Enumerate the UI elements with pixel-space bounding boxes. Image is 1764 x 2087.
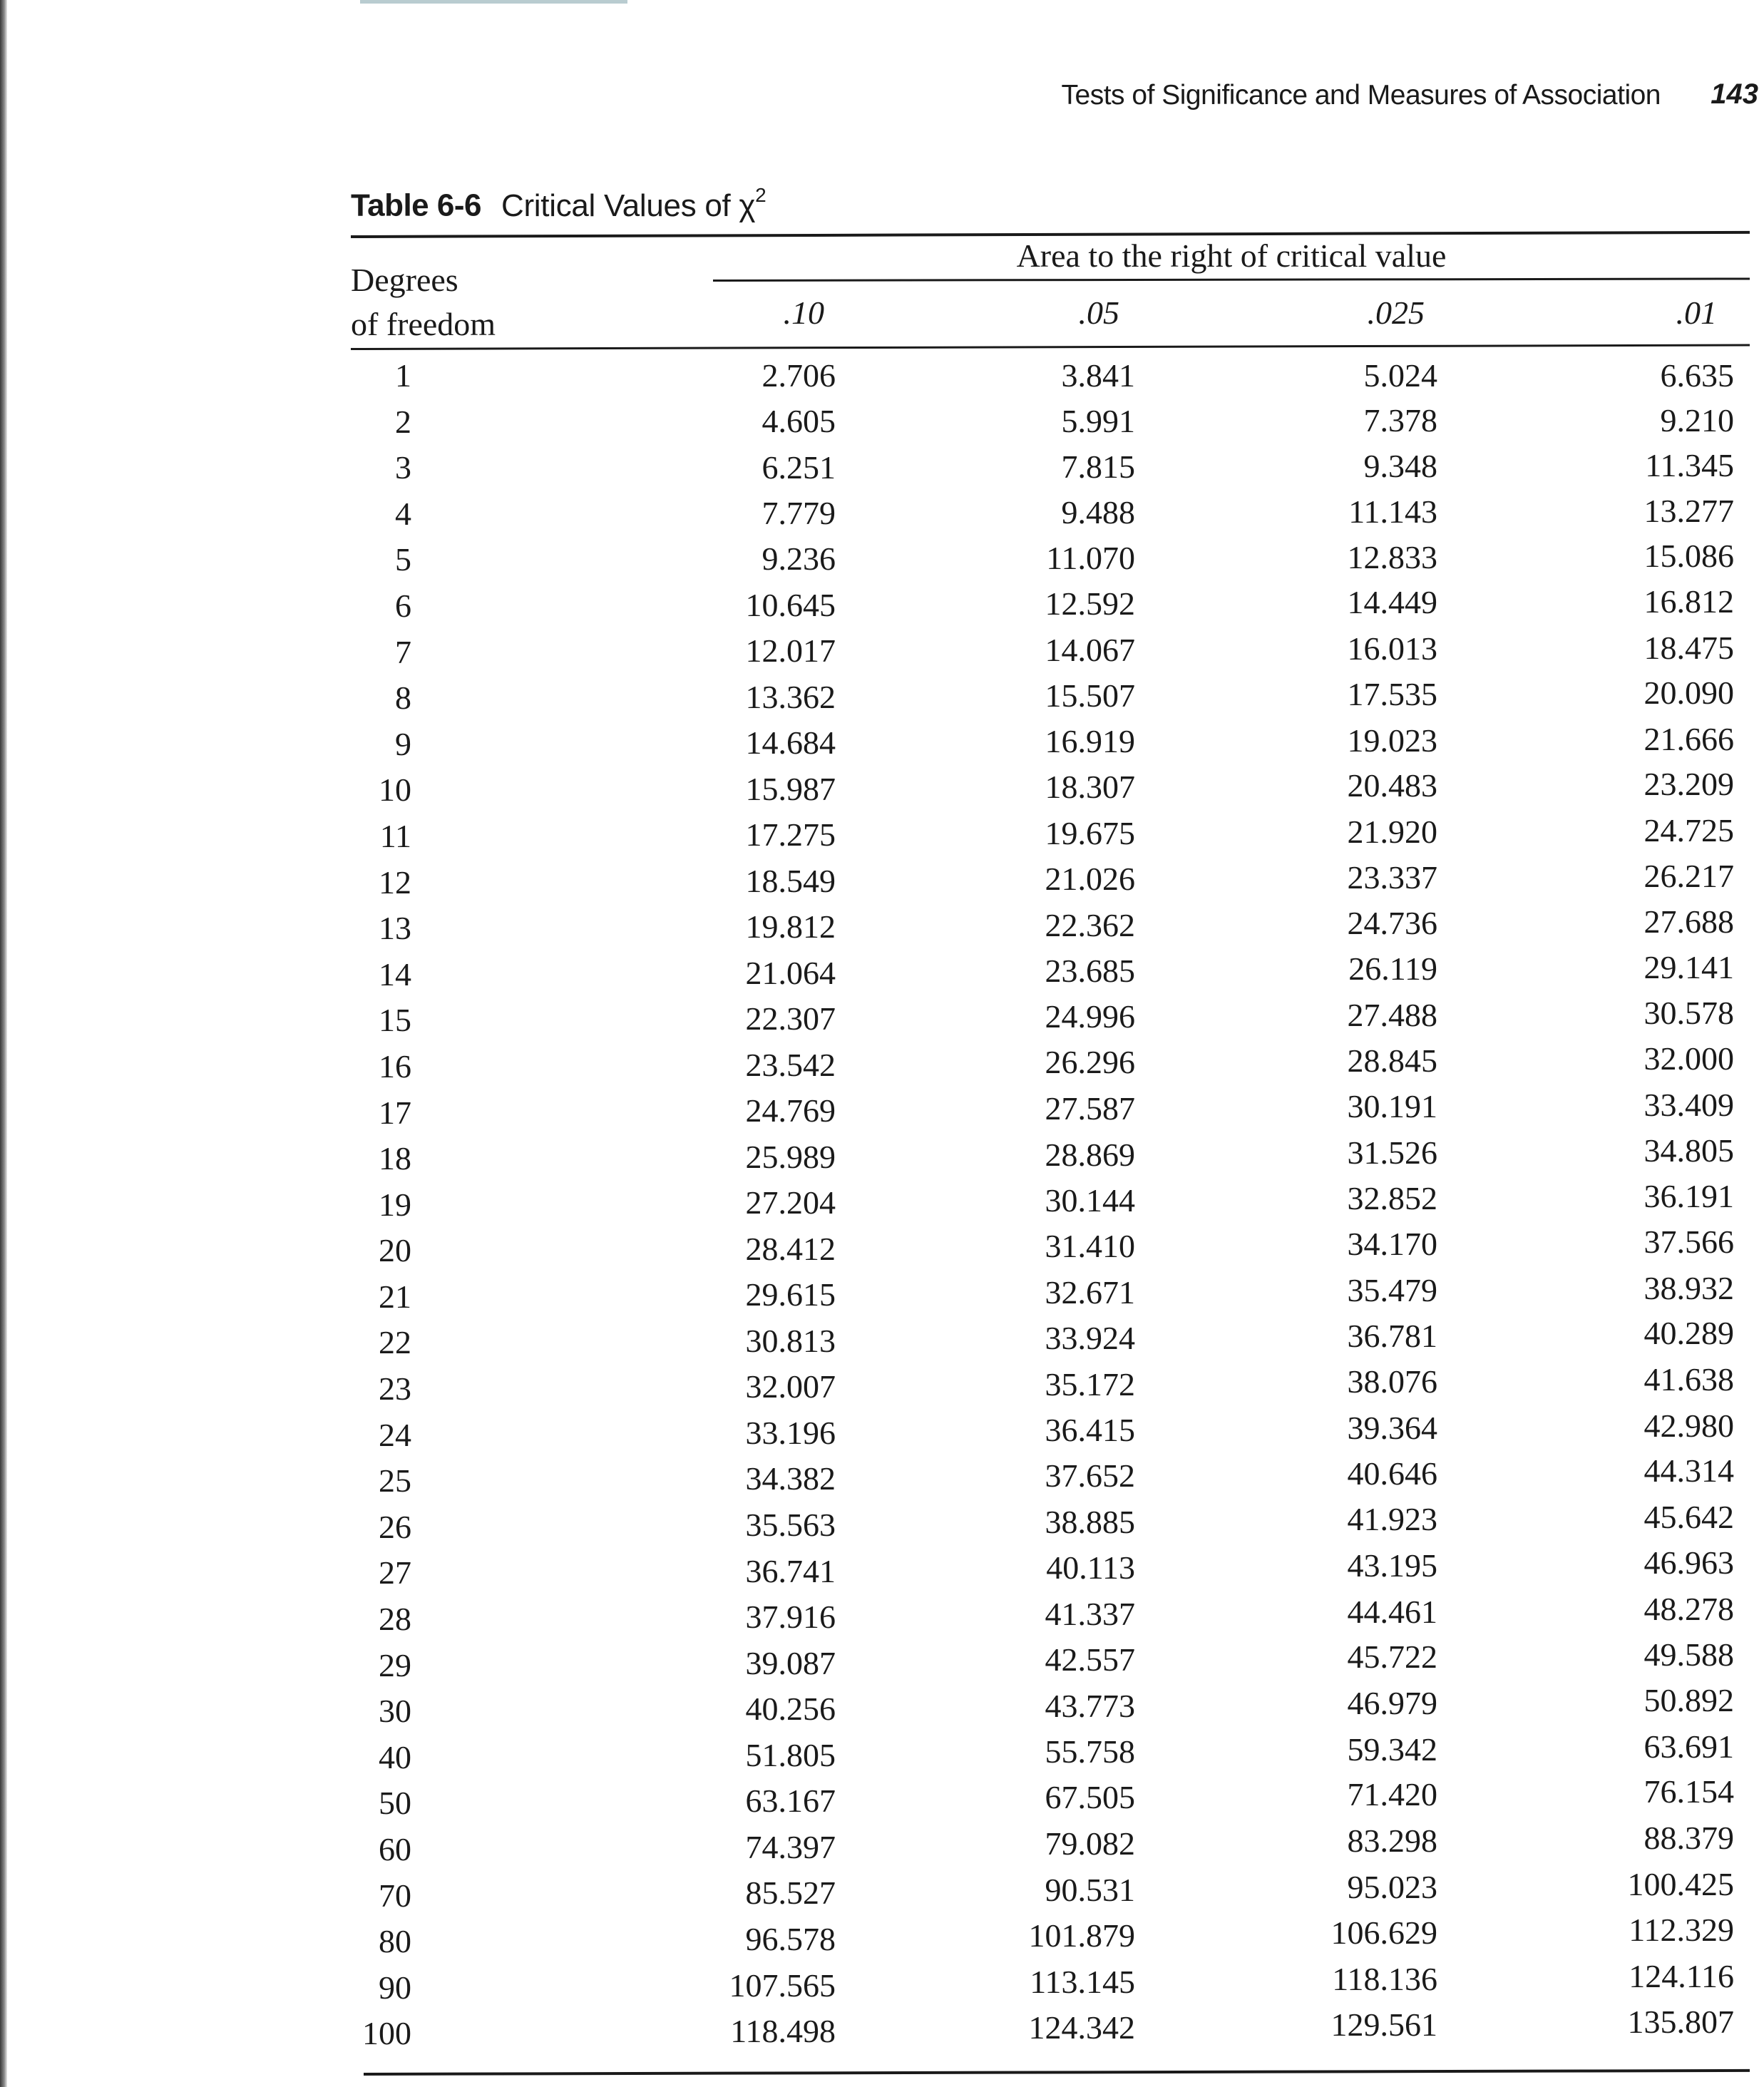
critical-value-cell: 13.362 bbox=[745, 678, 836, 715]
critical-value-cell: 37.916 bbox=[745, 1599, 836, 1636]
degrees-of-freedom-cell: 19 bbox=[379, 1186, 411, 1223]
critical-value-cell: 35.563 bbox=[745, 1507, 836, 1544]
table-caption bbox=[351, 184, 766, 224]
critical-value-cell: 11.143 bbox=[1348, 493, 1437, 530]
critical-value-cell: 41.337 bbox=[1045, 1596, 1135, 1633]
critical-value-cell: 18.307 bbox=[1045, 769, 1135, 806]
critical-value-cell: 113.145 bbox=[1030, 1963, 1135, 2000]
critical-value-cell: 6.251 bbox=[762, 448, 836, 486]
degrees-of-freedom-cell: 18 bbox=[379, 1140, 411, 1177]
column-header-010: .10 bbox=[783, 294, 824, 331]
critical-value-cell: 42.557 bbox=[1045, 1641, 1135, 1678]
degrees-of-freedom-cell: 4 bbox=[395, 495, 411, 532]
page-edge-shadow bbox=[0, 0, 7, 2087]
critical-value-cell: 40.113 bbox=[1046, 1549, 1135, 1586]
table-row bbox=[351, 1040, 1750, 1094]
table-row bbox=[351, 2004, 1750, 2061]
degrees-of-freedom-cell: 25 bbox=[379, 1462, 411, 1499]
table-row bbox=[351, 1224, 1750, 1278]
column-header-0025: .025 bbox=[1367, 294, 1425, 331]
critical-value-cell: 38.932 bbox=[1644, 1269, 1734, 1306]
critical-value-cell: 16.812 bbox=[1644, 583, 1734, 620]
table-label: Table 6-6 bbox=[351, 188, 481, 223]
degrees-of-freedom-cell: 60 bbox=[379, 1831, 411, 1867]
table-row bbox=[351, 1682, 1750, 1738]
critical-value-cell: 85.527 bbox=[745, 1875, 836, 1912]
degrees-of-freedom-cell: 80 bbox=[379, 1923, 411, 1960]
critical-value-cell: 27.688 bbox=[1644, 903, 1734, 940]
critical-value-cell: 45.722 bbox=[1347, 1639, 1437, 1676]
critical-value-cell: 21.666 bbox=[1644, 720, 1734, 757]
critical-value-cell: 16.013 bbox=[1347, 630, 1437, 667]
critical-value-cell: 20.090 bbox=[1644, 675, 1734, 712]
running-head bbox=[0, 80, 1764, 123]
critical-value-cell: 49.588 bbox=[1644, 1636, 1734, 1673]
critical-value-cell: 34.805 bbox=[1644, 1132, 1734, 1169]
critical-value-cell: 9.236 bbox=[762, 540, 836, 578]
critical-value-cell: 12.592 bbox=[1045, 585, 1135, 622]
critical-value-cell: 12.017 bbox=[745, 632, 836, 670]
table-row bbox=[351, 1773, 1750, 1830]
table-row bbox=[351, 1820, 1750, 1877]
degrees-of-freedom-cell: 8 bbox=[395, 680, 411, 717]
degrees-of-freedom-cell: 70 bbox=[379, 1877, 411, 1914]
table-row bbox=[351, 948, 1750, 1002]
degrees-of-freedom-cell: 40 bbox=[379, 1738, 411, 1775]
critical-value-cell: 30.144 bbox=[1045, 1181, 1135, 1219]
critical-value-cell: 23.209 bbox=[1644, 766, 1734, 803]
degrees-of-freedom-cell: 100 bbox=[362, 2015, 411, 2052]
critical-value-cell: 18.549 bbox=[745, 862, 836, 899]
degrees-of-freedom-cell: 5 bbox=[395, 541, 411, 578]
table-row bbox=[351, 857, 1750, 910]
critical-value-cell: 28.845 bbox=[1347, 1042, 1437, 1079]
critical-value-cell: 5.024 bbox=[1363, 357, 1437, 394]
critical-value-cell: 35.172 bbox=[1045, 1365, 1135, 1403]
table-row bbox=[351, 675, 1750, 725]
critical-value-cell: 32.852 bbox=[1347, 1179, 1437, 1216]
column-header-001: .01 bbox=[1676, 294, 1717, 331]
table-row bbox=[351, 1132, 1750, 1186]
degrees-of-freedom-cell: 11 bbox=[379, 817, 411, 854]
degrees-of-freedom-cell: 50 bbox=[379, 1785, 411, 1822]
spanner-header: Area to the right of critical value bbox=[1016, 237, 1447, 274]
critical-value-cell: 5.991 bbox=[1061, 402, 1135, 439]
critical-value-cell: 22.362 bbox=[1045, 906, 1135, 943]
critical-value-cell: 23.337 bbox=[1347, 858, 1437, 896]
degrees-of-freedom-cell: 13 bbox=[379, 910, 411, 947]
table-row bbox=[351, 357, 1750, 403]
critical-value-cell: 11.345 bbox=[1645, 447, 1734, 484]
critical-value-cell: 63.691 bbox=[1644, 1728, 1734, 1765]
critical-value-cell: 96.578 bbox=[745, 1921, 836, 1957]
table-row bbox=[351, 1865, 1750, 1923]
critical-value-cell: 32.000 bbox=[1644, 1040, 1734, 1077]
critical-value-cell: 37.652 bbox=[1045, 1457, 1135, 1494]
critical-value-cell: 36.415 bbox=[1045, 1412, 1135, 1449]
critical-value-cell: 19.812 bbox=[745, 908, 836, 945]
critical-value-cell: 2.706 bbox=[762, 357, 836, 394]
critical-value-cell: 100.425 bbox=[1627, 1865, 1734, 1902]
critical-value-cell: 33.409 bbox=[1644, 1086, 1734, 1123]
critical-value-cell: 90.531 bbox=[1045, 1871, 1135, 1908]
degrees-of-freedom-cell: 30 bbox=[379, 1693, 411, 1730]
critical-value-cell: 95.023 bbox=[1347, 1868, 1437, 1905]
critical-value-cell: 38.885 bbox=[1045, 1503, 1135, 1540]
critical-value-cell: 27.488 bbox=[1347, 996, 1437, 1033]
critical-value-cell: 48.278 bbox=[1644, 1591, 1734, 1628]
degrees-of-freedom-cell: 9 bbox=[395, 725, 411, 762]
table-row bbox=[351, 811, 1750, 863]
critical-value-cell: 40.289 bbox=[1644, 1315, 1734, 1352]
critical-value-cell: 83.298 bbox=[1347, 1822, 1437, 1859]
degrees-of-freedom-cell: 23 bbox=[379, 1370, 411, 1407]
critical-value-cell: 135.807 bbox=[1627, 2004, 1734, 2041]
critical-value-cell: 43.195 bbox=[1347, 1547, 1437, 1584]
table-row bbox=[351, 403, 1750, 449]
critical-value-cell: 129.561 bbox=[1330, 2006, 1437, 2044]
critical-value-cell: 112.329 bbox=[1629, 1912, 1734, 1949]
critical-value-cell: 31.526 bbox=[1347, 1134, 1437, 1171]
table-row bbox=[351, 1452, 1750, 1508]
critical-value-cell: 12.833 bbox=[1347, 538, 1437, 575]
table-row bbox=[351, 1957, 1750, 2015]
critical-value-cell: 7.378 bbox=[1363, 402, 1437, 439]
critical-value-cell: 14.067 bbox=[1045, 631, 1135, 668]
critical-value-cell: 34.382 bbox=[745, 1460, 836, 1497]
degrees-of-freedom-cell: 15 bbox=[379, 1002, 411, 1039]
critical-value-cell: 38.076 bbox=[1347, 1363, 1437, 1400]
table-row bbox=[351, 1315, 1750, 1370]
degrees-of-freedom-cell: 24 bbox=[379, 1416, 411, 1453]
critical-value-cell: 74.397 bbox=[745, 1828, 836, 1865]
table-row bbox=[351, 1407, 1750, 1462]
critical-value-cell: 21.026 bbox=[1045, 861, 1135, 898]
critical-value-cell: 71.420 bbox=[1347, 1776, 1437, 1813]
critical-value-cell: 44.461 bbox=[1347, 1593, 1437, 1630]
critical-value-cell: 24.996 bbox=[1045, 998, 1135, 1035]
table-row bbox=[351, 1498, 1750, 1554]
critical-value-cell: 67.505 bbox=[1045, 1779, 1135, 1816]
critical-value-cell: 30.578 bbox=[1644, 995, 1734, 1032]
critical-value-cell: 51.805 bbox=[745, 1736, 836, 1773]
critical-value-cell: 18.475 bbox=[1644, 629, 1734, 666]
degrees-of-freedom-cell: 90 bbox=[379, 1969, 411, 2006]
scan-artifact-strip bbox=[360, 0, 627, 4]
degrees-of-freedom-cell: 22 bbox=[379, 1324, 411, 1361]
degrees-of-freedom-cell: 27 bbox=[379, 1554, 411, 1591]
critical-value-cell: 40.256 bbox=[745, 1691, 836, 1728]
table-body bbox=[351, 357, 1750, 2061]
critical-value-cell: 19.675 bbox=[1045, 814, 1135, 851]
critical-value-cell: 21.920 bbox=[1347, 813, 1437, 850]
critical-value-cell: 19.023 bbox=[1347, 722, 1437, 759]
critical-value-cell: 9.488 bbox=[1061, 493, 1135, 530]
critical-value-cell: 25.989 bbox=[745, 1138, 836, 1175]
table-row bbox=[351, 1269, 1750, 1324]
critical-value-cell: 7.815 bbox=[1061, 448, 1135, 485]
degrees-of-freedom-cell: 17 bbox=[379, 1094, 411, 1131]
critical-value-cell: 88.379 bbox=[1644, 1820, 1734, 1856]
critical-value-cell: 21.064 bbox=[745, 954, 836, 991]
degrees-of-freedom-cell: 2 bbox=[395, 403, 411, 440]
critical-value-cell: 28.869 bbox=[1045, 1136, 1135, 1173]
critical-value-cell: 50.892 bbox=[1644, 1682, 1734, 1719]
critical-value-cell: 23.685 bbox=[1045, 952, 1135, 989]
critical-value-cell: 35.479 bbox=[1347, 1271, 1437, 1308]
critical-value-cell: 40.646 bbox=[1347, 1455, 1437, 1492]
degrees-of-freedom-cell: 1 bbox=[395, 357, 411, 394]
critical-value-cell: 31.410 bbox=[1045, 1228, 1135, 1265]
critical-value-cell: 10.645 bbox=[745, 586, 836, 623]
critical-value-cell: 29.615 bbox=[745, 1276, 836, 1313]
critical-value-cell: 30.813 bbox=[745, 1322, 836, 1359]
critical-value-cell: 36.741 bbox=[745, 1552, 836, 1589]
critical-value-cell: 26.217 bbox=[1644, 857, 1734, 894]
critical-value-cell: 24.736 bbox=[1347, 905, 1437, 942]
critical-value-cell: 14.449 bbox=[1347, 584, 1437, 621]
critical-value-cell: 13.277 bbox=[1644, 492, 1734, 529]
critical-value-cell: 41.638 bbox=[1644, 1361, 1734, 1398]
spanner-rule bbox=[713, 277, 1750, 282]
critical-value-cell: 124.342 bbox=[1028, 2009, 1135, 2046]
stub-header-line2: of freedom bbox=[351, 306, 496, 342]
degrees-of-freedom-cell: 21 bbox=[379, 1278, 411, 1315]
critical-value-cell: 9.210 bbox=[1660, 401, 1734, 439]
degrees-of-freedom-cell: 12 bbox=[379, 863, 411, 901]
critical-value-cell: 15.987 bbox=[745, 770, 836, 807]
page-number: 143 bbox=[1711, 78, 1758, 110]
header-rule bbox=[351, 344, 1750, 350]
table-row bbox=[351, 540, 1750, 587]
critical-value-cell: 124.116 bbox=[1629, 1957, 1734, 1994]
table-row bbox=[351, 1086, 1750, 1140]
critical-value-cell: 23.542 bbox=[745, 1046, 836, 1083]
table-row bbox=[351, 1544, 1750, 1600]
critical-value-cell: 22.307 bbox=[745, 1000, 836, 1037]
table-row bbox=[351, 1728, 1750, 1785]
critical-value-cell: 63.167 bbox=[745, 1783, 836, 1820]
critical-value-cell: 24.725 bbox=[1644, 811, 1734, 848]
critical-value-cell: 32.671 bbox=[1045, 1273, 1135, 1311]
critical-value-cell: 26.119 bbox=[1348, 950, 1437, 988]
critical-value-cell: 33.196 bbox=[745, 1415, 836, 1452]
table-bottom-rule bbox=[364, 2069, 1750, 2076]
table-row bbox=[351, 1361, 1750, 1416]
critical-value-cell: 15.086 bbox=[1644, 538, 1734, 575]
critical-value-cell: 36.781 bbox=[1347, 1317, 1437, 1354]
critical-value-cell: 17.535 bbox=[1347, 675, 1437, 712]
table-row bbox=[351, 1591, 1750, 1646]
column-header-005: .05 bbox=[1078, 294, 1119, 331]
degrees-of-freedom-cell: 20 bbox=[379, 1232, 411, 1269]
critical-value-cell: 14.684 bbox=[745, 724, 836, 762]
critical-value-cell: 36.191 bbox=[1644, 1177, 1734, 1214]
degrees-of-freedom-cell: 3 bbox=[395, 449, 411, 486]
critical-value-cell: 39.087 bbox=[745, 1644, 836, 1681]
table-title-superscript: 2 bbox=[755, 184, 766, 206]
critical-value-cell: 118.498 bbox=[730, 2013, 836, 2050]
critical-value-cell: 107.565 bbox=[729, 1967, 836, 2004]
critical-value-cell: 27.204 bbox=[745, 1184, 836, 1221]
critical-value-cell: 37.566 bbox=[1644, 1224, 1734, 1261]
table-row bbox=[351, 766, 1750, 817]
critical-value-cell: 42.980 bbox=[1644, 1407, 1734, 1444]
critical-value-cell: 20.483 bbox=[1347, 767, 1437, 804]
critical-value-cell: 45.642 bbox=[1644, 1498, 1734, 1535]
stub-header-line1: Degrees bbox=[351, 262, 458, 298]
table-row bbox=[351, 720, 1750, 771]
critical-value-cell: 46.979 bbox=[1347, 1684, 1437, 1721]
critical-value-cell: 9.348 bbox=[1363, 447, 1437, 484]
critical-value-cell: 43.773 bbox=[1045, 1687, 1135, 1724]
table-title bbox=[501, 184, 766, 223]
critical-value-cell: 33.924 bbox=[1045, 1319, 1135, 1356]
critical-value-cell: 32.007 bbox=[745, 1368, 836, 1405]
critical-value-cell: 46.963 bbox=[1644, 1544, 1734, 1581]
table-title-text: Critical Values of χ bbox=[501, 188, 756, 223]
table-row bbox=[351, 1636, 1750, 1693]
table-row bbox=[351, 995, 1750, 1047]
table-row bbox=[351, 583, 1750, 633]
critical-value-cell: 27.587 bbox=[1045, 1090, 1135, 1127]
degrees-of-freedom-cell: 14 bbox=[379, 955, 411, 993]
degrees-of-freedom-cell: 6 bbox=[395, 587, 411, 624]
table-row bbox=[351, 1912, 1750, 1969]
table-row bbox=[351, 448, 1750, 495]
critical-value-cell: 55.758 bbox=[1045, 1733, 1135, 1770]
critical-value-cell: 17.275 bbox=[745, 816, 836, 853]
table-row bbox=[351, 629, 1750, 680]
running-head-title: Tests of Significance and Measures of Association bbox=[1061, 80, 1661, 111]
critical-value-cell: 79.082 bbox=[1045, 1825, 1135, 1862]
table-row bbox=[351, 1177, 1750, 1232]
critical-value-cell: 44.314 bbox=[1644, 1452, 1734, 1489]
critical-value-cell: 106.629 bbox=[1330, 1914, 1437, 1952]
degrees-of-freedom-cell: 29 bbox=[379, 1646, 411, 1683]
table-row bbox=[351, 903, 1750, 955]
degrees-of-freedom-cell: 10 bbox=[379, 771, 411, 809]
critical-value-cell: 41.923 bbox=[1347, 1501, 1437, 1538]
critical-value-cell: 7.779 bbox=[762, 494, 836, 531]
critical-value-cell: 16.919 bbox=[1045, 723, 1135, 760]
critical-value-cell: 28.412 bbox=[745, 1230, 836, 1267]
stub-header bbox=[351, 258, 496, 347]
critical-value-cell: 34.170 bbox=[1347, 1226, 1437, 1263]
critical-value-cell: 30.191 bbox=[1347, 1088, 1437, 1125]
critical-value-cell: 3.841 bbox=[1061, 357, 1135, 394]
degrees-of-freedom-cell: 28 bbox=[379, 1601, 411, 1638]
critical-value-cell: 101.879 bbox=[1028, 1917, 1135, 1954]
critical-value-cell: 39.364 bbox=[1347, 1409, 1437, 1446]
degrees-of-freedom-cell: 26 bbox=[379, 1508, 411, 1545]
critical-value-cell: 24.769 bbox=[745, 1092, 836, 1129]
critical-value-cell: 76.154 bbox=[1644, 1773, 1734, 1810]
critical-value-cell: 4.605 bbox=[762, 403, 836, 440]
critical-value-cell: 29.141 bbox=[1644, 948, 1734, 985]
critical-value-cell: 26.296 bbox=[1045, 1044, 1135, 1081]
critical-value-cell: 11.070 bbox=[1046, 539, 1135, 576]
degrees-of-freedom-cell: 16 bbox=[379, 1047, 411, 1084]
degrees-of-freedom-cell: 7 bbox=[395, 633, 411, 670]
table-row bbox=[351, 492, 1750, 541]
critical-value-cell: 15.507 bbox=[1045, 677, 1135, 714]
critical-value-cell: 118.136 bbox=[1332, 1960, 1437, 1997]
critical-value-cell: 6.635 bbox=[1660, 357, 1734, 394]
critical-value-cell: 59.342 bbox=[1347, 1730, 1437, 1768]
